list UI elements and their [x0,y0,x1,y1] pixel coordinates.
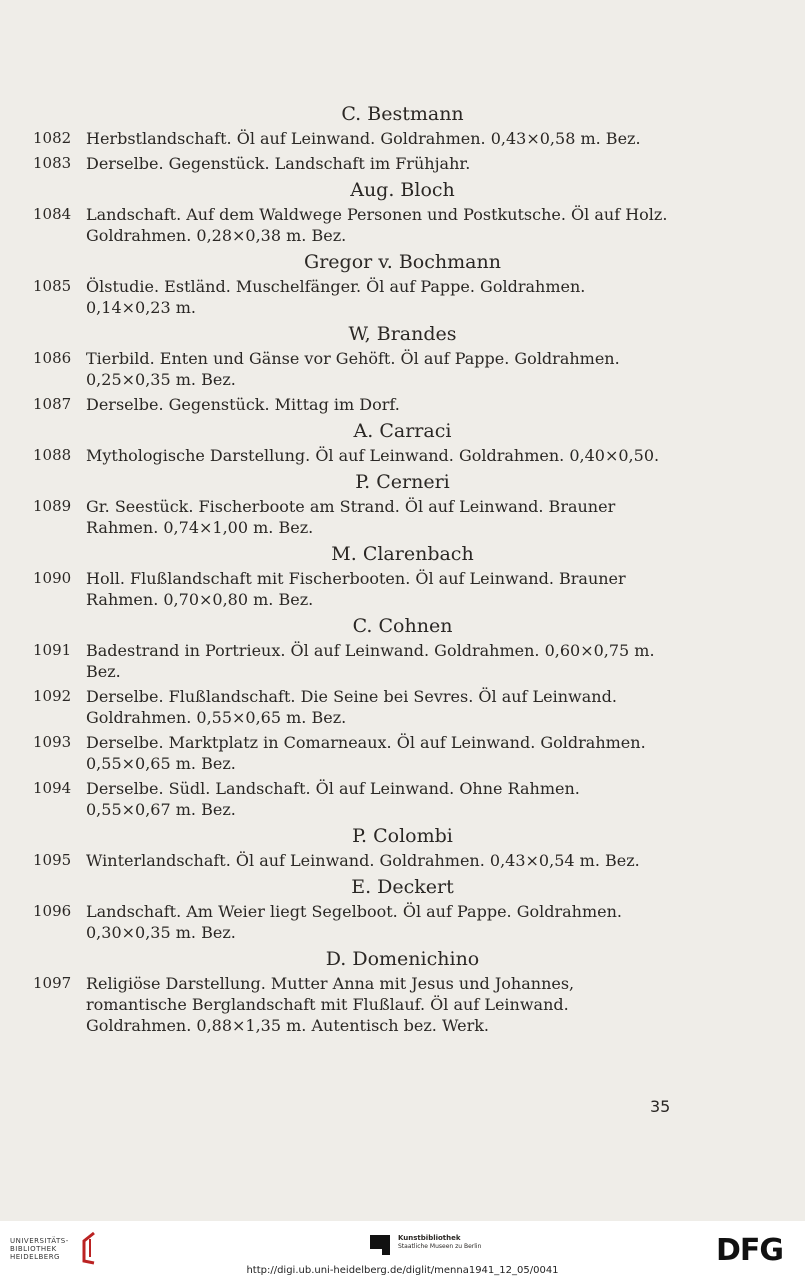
lot-description: Gr. Seestück. Fischerboote am Strand. Öl auf Leinwand. Brauner Rahmen. 0,74×1,00 m. Bez. [86,497,616,537]
lot-number: 1095 [33,851,72,869]
lot-description: Ölstudie. Estländ. Muschelfänger. Öl auf Pappe. Goldrahmen. 0,14×0,23 m. [86,277,586,317]
catalog-entry [0,496,805,538]
catalog-entry [0,850,805,871]
university-library-logo [10,1237,69,1261]
lot-number: 1087 [33,395,72,413]
lot-description: Landschaft. Am Weier liegt Segelboot. Öl auf Pappe. Goldrahmen. 0,30×0,35 m. Bez. [86,902,622,942]
artist-heading: E. Deckert [351,876,454,898]
catalog-entry [0,445,805,466]
dfg-logo: DFG [716,1233,784,1268]
page-number: 35 [650,1097,671,1116]
lot-number: 1083 [33,154,72,172]
lot-description: Derselbe. Marktplatz in Comarneaux. Öl auf Leinwand. Goldrahmen. 0,55×0,65 m. Bez. [86,733,646,773]
kunstbibliothek-subtitle: Staatliche Museen zu Berlin [398,1243,482,1250]
catalog-entries [0,98,805,1040]
catalog-entry [0,973,805,1036]
lot-number: 1091 [33,641,72,659]
catalog-entry [0,128,805,149]
artist-heading: M. Clarenbach [331,543,474,565]
catalog-entry [0,394,805,415]
catalog-entry [0,778,805,820]
lot-description: Landschaft. Auf dem Waldwege Personen und Postkutsche. Öl auf Holz. Goldrahmen. 0,28×0,38 m. Bez. [86,205,668,245]
lot-description: Tierbild. Enten und Gänse vor Gehöft. Öl auf Pappe. Goldrahmen. 0,25×0,35 m. Bez. [86,349,620,389]
artist-heading: D. Domenichino [325,948,480,970]
artist-heading: P. Colombi [352,825,453,847]
catalog-entry [0,640,805,682]
artist-heading: P. Cerneri [355,471,450,493]
lot-number: 1084 [33,205,72,223]
artist-heading: W, Brandes [348,323,457,345]
lot-number: 1088 [33,446,72,464]
lot-number: 1090 [33,569,72,587]
artist-heading: C. Cohnen [352,615,453,637]
kunstbibliothek-name: Kunstbibliothek [398,1234,461,1242]
lot-number: 1097 [33,974,72,992]
lot-number: 1089 [33,497,72,515]
footer-bar [0,1221,805,1279]
lot-description: Holl. Flußlandschaft mit Fischerbooten. Öl auf Leinwand. Brauner Rahmen. 0,70×0,80 m. Bez. [86,569,626,609]
lot-number: 1086 [33,349,72,367]
catalog-entry [0,568,805,610]
artist-heading: C. Bestmann [341,103,464,125]
uni-line-1: UNIVERSITÄTS- [10,1237,69,1245]
lot-number: 1085 [33,277,72,295]
lot-description: Derselbe. Gegenstück. Mittag im Dorf. [86,395,400,414]
lot-description: Herbstlandschaft. Öl auf Leinwand. Goldrahmen. 0,43×0,58 m. Bez. [86,129,641,148]
artist-heading: Gregor v. Bochmann [304,251,501,273]
catalog-entry [0,204,805,246]
uni-line-3: HEIDELBERG [10,1253,60,1261]
artist-heading: A. Carraci [353,420,452,442]
lot-description: Winterlandschaft. Öl auf Leinwand. Goldrahmen. 0,43×0,54 m. Bez. [86,851,640,870]
lot-number: 1094 [33,779,72,797]
artist-heading: Aug. Bloch [350,179,455,201]
catalog-entry [0,901,805,943]
lot-number: 1096 [33,902,72,920]
university-logo-icon [78,1231,98,1265]
catalog-entry [0,348,805,390]
lot-description: Derselbe. Flußlandschaft. Die Seine bei Sevres. Öl auf Leinwand. Goldrahmen. 0,55×0,65 m. Bez. [86,687,617,727]
uni-line-2: BIBLIOTHEK [10,1245,57,1253]
lot-number: 1092 [33,687,72,705]
catalog-entry [0,732,805,774]
lot-description: Derselbe. Gegenstück. Landschaft im Frühjahr. [86,154,471,173]
catalog-entry [0,276,805,318]
lot-description: Badestrand in Portrieux. Öl auf Leinwand. Goldrahmen. 0,60×0,75 m. Bez. [86,641,655,681]
catalog-entry [0,686,805,728]
lot-number: 1082 [33,129,72,147]
permalink-url[interactable]: http://digi.ub.uni-heidelberg.de/diglit/menna1941_12_05/0041 [246,1265,559,1276]
lot-description: Derselbe. Südl. Landschaft. Öl auf Leinwand. Ohne Rahmen. 0,55×0,67 m. Bez. [86,779,580,819]
lot-number: 1093 [33,733,72,751]
catalog-entry [0,153,805,174]
lot-description: Religiöse Darstellung. Mutter Anna mit Jesus und Johannes, romantische Berglandschaft mit Flußlauf. Öl auf Leinwand. Goldrahmen. 0,88×1,35 m. Autentisch bez. Werk. [86,974,575,1035]
kunstbibliothek-logo-icon [368,1231,392,1255]
lot-description: Mythologische Darstellung. Öl auf Leinwand. Goldrahmen. 0,40×0,50. [86,446,660,465]
